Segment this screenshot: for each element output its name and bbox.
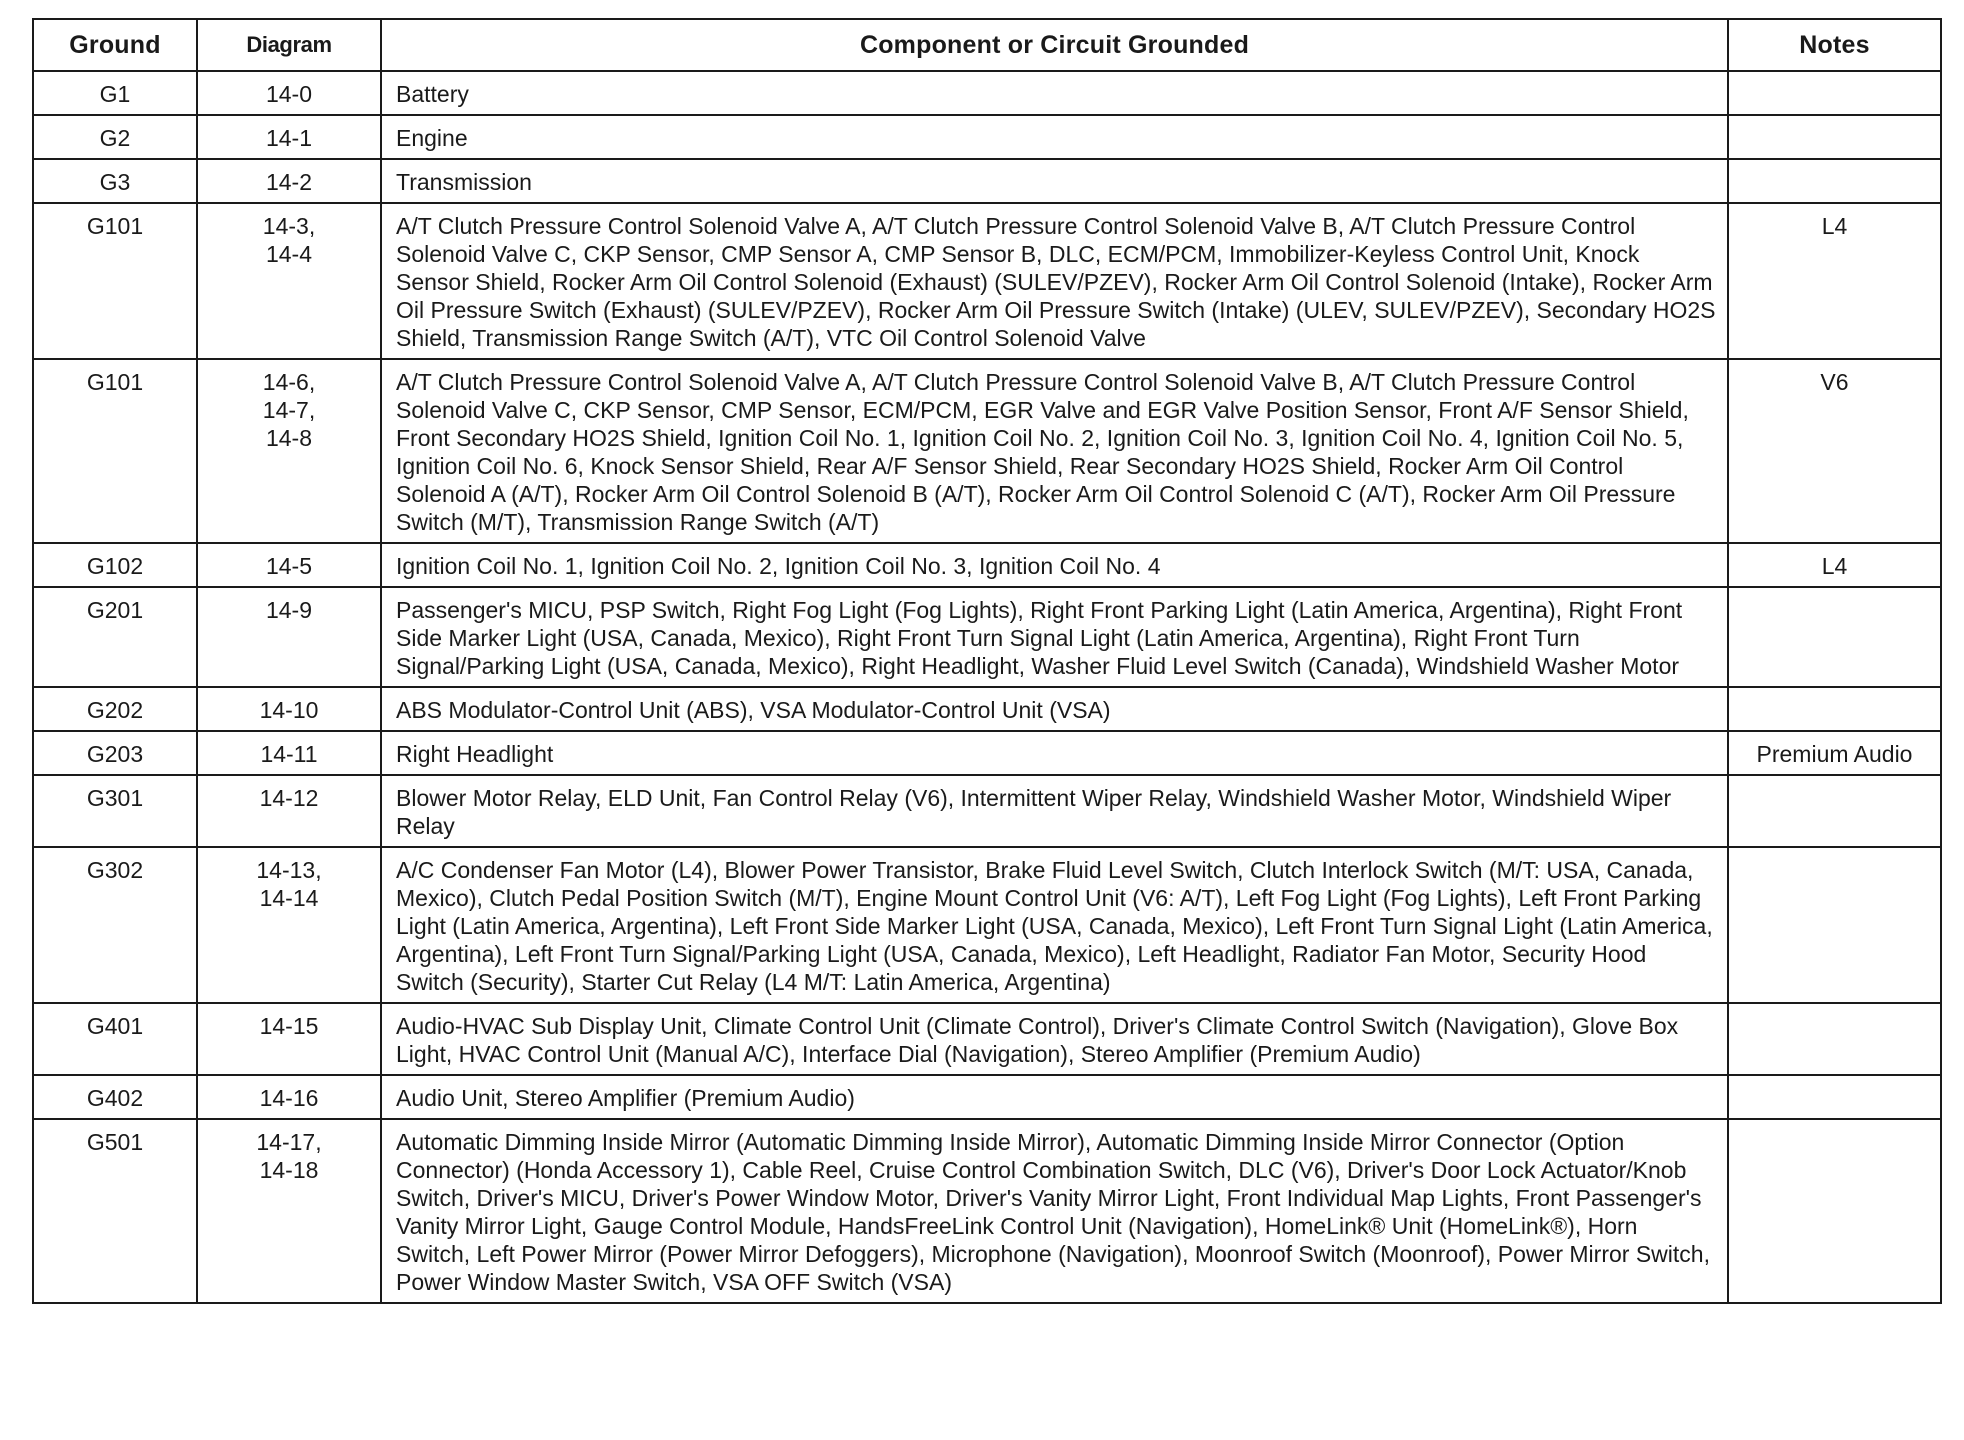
diagram-ref: 14-9 — [265, 597, 313, 623]
component-cell: Right Headlight — [381, 731, 1728, 775]
notes-cell — [1728, 115, 1941, 159]
table-row — [33, 1003, 1941, 1075]
header-ground: Ground — [33, 19, 197, 71]
table-row — [33, 359, 1941, 543]
component-cell: A/T Clutch Pressure Control Solenoid Valve A, A/T Clutch Pressure Control Solenoid Valve B, A/T Clutch Pressure Control Solenoid Valve C, CKP Sensor, CMP Sensor, ECM/PCM, EGR Valve and EGR Valve Position Sensor, Front A/F Sensor Shield, Front Secondary HO2S Shield, Ignition Coil No. 1, Ignition Coil No. 2, Ignition Coil No. 3, Ignition Coil No. 4, Ignition Coil No. 5, Ignition Coil No. 6, Knock Sensor Shield, Rear A/F Sensor Shield, Rear Secondary HO2S Shield, Rocker Arm Oil Control Solenoid A (A/T), Rocker Arm Oil Control Solenoid B (A/T), Rocker Arm Oil Control Solenoid C (A/T), Rocker Arm Oil Pressure Switch (M/T), Transmission Range Switch (A/T) — [381, 359, 1728, 543]
diagram-cell — [197, 115, 381, 159]
diagram-cell — [197, 731, 381, 775]
notes-cell — [1728, 71, 1941, 115]
component-cell: Audio Unit, Stereo Amplifier (Premium Audio) — [381, 1075, 1728, 1119]
notes-cell: Premium Audio — [1728, 731, 1941, 775]
notes-cell — [1728, 1119, 1941, 1303]
diagram-ref: 14-4 — [265, 241, 313, 267]
component-cell: Transmission — [381, 159, 1728, 203]
component-cell: ABS Modulator-Control Unit (ABS), VSA Modulator-Control Unit (VSA) — [381, 687, 1728, 731]
diagram-ref: 14-14 — [259, 885, 319, 911]
ground-cell: G1 — [33, 71, 197, 115]
ground-table — [32, 18, 1942, 1304]
diagram-ref: 14-5 — [265, 553, 313, 579]
component-cell: A/C Condenser Fan Motor (L4), Blower Power Transistor, Brake Fluid Level Switch, Clutch Interlock Switch (M/T: USA, Canada, Mexico), Clutch Pedal Position Switch (M/T), Engine Mount Control Unit (V6: A/T), Left Fog Light (Fog Lights), Left Front Parking Light (Latin America, Argentina), Left Front Side Marker Light (USA, Canada, Mexico), Left Front Turn Signal Light (Latin America, Argentina), Left Front Turn Signal/Parking Light (USA, Canada, Mexico), Left Headlight, Radiator Fan Motor, Security Hood Switch (Security), Starter Cut Relay (L4 M/T: Latin America, Argentina) — [381, 847, 1728, 1003]
diagram-cell — [197, 203, 381, 359]
component-cell: Blower Motor Relay, ELD Unit, Fan Control Relay (V6), Intermittent Wiper Relay, Windshield Washer Motor, Windshield Wiper Relay — [381, 775, 1728, 847]
ground-cell: G2 — [33, 115, 197, 159]
diagram-cell — [197, 775, 381, 847]
notes-cell — [1728, 687, 1941, 731]
diagram-cell — [197, 1003, 381, 1075]
diagram-cell — [197, 847, 381, 1003]
ground-cell: G402 — [33, 1075, 197, 1119]
header-component: Component or Circuit Grounded — [381, 19, 1728, 71]
table-row — [33, 71, 1941, 115]
notes-cell — [1728, 1003, 1941, 1075]
table-row — [33, 847, 1941, 1003]
diagram-ref: 14-13, — [256, 857, 322, 883]
component-cell: Battery — [381, 71, 1728, 115]
diagram-cell — [197, 543, 381, 587]
ground-cell: G102 — [33, 543, 197, 587]
diagram-cell — [197, 159, 381, 203]
notes-cell — [1728, 1075, 1941, 1119]
header-notes: Notes — [1728, 19, 1941, 71]
diagram-ref: 14-17, — [256, 1129, 322, 1155]
ground-cell: G301 — [33, 775, 197, 847]
ground-cell: G3 — [33, 159, 197, 203]
ground-cell: G501 — [33, 1119, 197, 1303]
diagram-ref: 14-6, — [262, 369, 316, 395]
ground-cell: G203 — [33, 731, 197, 775]
component-cell: Passenger's MICU, PSP Switch, Right Fog Light (Fog Lights), Right Front Parking Light (Latin America, Argentina), Right Front Side Marker Light (USA, Canada, Mexico), Right Front Turn Signal Light (Latin America, Argentina), Right Front Turn Signal/Parking Light (USA, Canada, Mexico), Right Headlight, Washer Fluid Level Switch (Canada), Windshield Washer Motor — [381, 587, 1728, 687]
diagram-cell — [197, 687, 381, 731]
diagram-ref: 14-16 — [259, 1085, 319, 1111]
table-row — [33, 543, 1941, 587]
diagram-ref: 14-12 — [259, 785, 319, 811]
notes-cell: V6 — [1728, 359, 1941, 543]
notes-cell — [1728, 775, 1941, 847]
ground-cell: G302 — [33, 847, 197, 1003]
diagram-cell — [197, 71, 381, 115]
diagram-ref: 14-0 — [265, 81, 313, 107]
ground-cell: G201 — [33, 587, 197, 687]
table-row — [33, 587, 1941, 687]
diagram-cell — [197, 1119, 381, 1303]
notes-cell: L4 — [1728, 203, 1941, 359]
component-cell: Ignition Coil No. 1, Ignition Coil No. 2, Ignition Coil No. 3, Ignition Coil No. 4 — [381, 543, 1728, 587]
diagram-ref: 14-10 — [259, 697, 319, 723]
header-diagram: Diagram — [197, 19, 381, 71]
notes-cell: L4 — [1728, 543, 1941, 587]
diagram-ref: 14-7, — [262, 397, 316, 423]
notes-cell — [1728, 847, 1941, 1003]
table-row — [33, 731, 1941, 775]
table-row — [33, 115, 1941, 159]
diagram-ref: 14-8 — [265, 425, 313, 451]
diagram-cell — [197, 587, 381, 687]
table-body — [33, 71, 1941, 1303]
component-cell: Engine — [381, 115, 1728, 159]
diagram-ref: 14-15 — [259, 1013, 319, 1039]
ground-cell: G101 — [33, 359, 197, 543]
component-cell: Automatic Dimming Inside Mirror (Automatic Dimming Inside Mirror), Automatic Dimming Inside Mirror Connector (Option Connector) (Honda Accessory 1), Cable Reel, Cruise Control Combination Switch, DLC (V6), Driver's Door Lock Actuator/Knob Switch, Driver's MICU, Driver's Power Window Motor, Driver's Vanity Mirror Light, Front Individual Map Lights, Front Passenger's Vanity Mirror Light, Gauge Control Module, HandsFreeLink Control Unit (Navigation), HomeLink® Unit (HomeLink®), Horn Switch, Left Power Mirror (Power Mirror Defoggers), Microphone (Navigation), Moonroof Switch (Moonroof), Power Mirror Switch, Power Window Master Switch, VSA OFF Switch (VSA) — [381, 1119, 1728, 1303]
diagram-ref: 14-2 — [265, 169, 313, 195]
table-row — [33, 1075, 1941, 1119]
table-row — [33, 687, 1941, 731]
ground-cell: G101 — [33, 203, 197, 359]
diagram-cell — [197, 1075, 381, 1119]
ground-cell: G401 — [33, 1003, 197, 1075]
diagram-ref: 14-18 — [259, 1157, 319, 1183]
diagram-ref: 14-3, — [262, 213, 316, 239]
diagram-ref: 14-11 — [260, 741, 318, 767]
table-row — [33, 203, 1941, 359]
component-cell: Audio-HVAC Sub Display Unit, Climate Control Unit (Climate Control), Driver's Climate Control Switch (Navigation), Glove Box Light, HVAC Control Unit (Manual A/C), Interface Dial (Navigation), Stereo Amplifier (Premium Audio) — [381, 1003, 1728, 1075]
diagram-cell — [197, 359, 381, 543]
notes-cell — [1728, 159, 1941, 203]
table-row — [33, 1119, 1941, 1303]
component-cell: A/T Clutch Pressure Control Solenoid Valve A, A/T Clutch Pressure Control Solenoid Valve B, A/T Clutch Pressure Control Solenoid Valve C, CKP Sensor, CMP Sensor A, CMP Sensor B, DLC, ECM/PCM, Immobilizer-Keyless Control Unit, Knock Sensor Shield, Rocker Arm Oil Control Solenoid (Exhaust) (SULEV/PZEV), Rocker Arm Oil Control Solenoid (Intake), Rocker Arm Oil Pressure Switch (Exhaust) (SULEV/PZEV), Rocker Arm Oil Pressure Switch (Intake) (ULEV, SULEV/PZEV), Secondary HO2S Shield, Transmission Range Switch (A/T), VTC Oil Control Solenoid Valve — [381, 203, 1728, 359]
diagram-ref: 14-1 — [265, 125, 313, 151]
ground-cell: G202 — [33, 687, 197, 731]
table-row — [33, 159, 1941, 203]
header-row — [33, 19, 1941, 71]
notes-cell — [1728, 587, 1941, 687]
ground-table-page — [32, 18, 1940, 1304]
table-row — [33, 775, 1941, 847]
